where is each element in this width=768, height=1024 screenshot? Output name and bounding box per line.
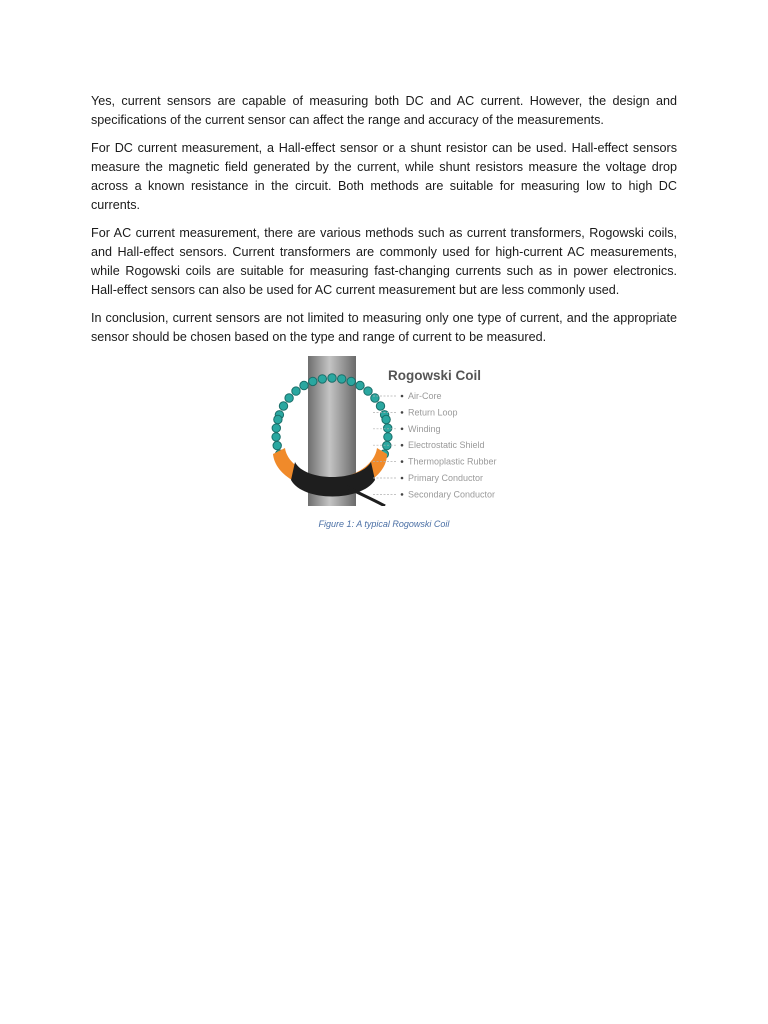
- legend-label: Winding: [408, 423, 441, 434]
- paragraph-4: In conclusion, current sensors are not limited to measuring only one type of current, and the appropriate sensor should be chosen based on the type and range of current to be measured.: [91, 311, 677, 344]
- figure-title: Rogowski Coil: [388, 368, 482, 383]
- winding-turn: [309, 377, 317, 385]
- legend-label: Return Loop: [408, 407, 458, 418]
- legend-bullet: [401, 477, 404, 480]
- legend-bullet: [401, 395, 404, 398]
- winding-turn: [272, 433, 280, 441]
- winding-turn: [300, 381, 308, 389]
- legend-label: Air-Core: [408, 391, 442, 401]
- legend-bullet: [401, 460, 404, 463]
- legend-bullet: [401, 444, 404, 447]
- winding-turn: [371, 394, 379, 402]
- winding-turn: [338, 375, 346, 383]
- winding-turn: [384, 433, 392, 441]
- legend-label: Electrostatic Shield: [408, 440, 485, 451]
- paragraph-3: For AC current measurement, there are various methods such as current transformers, Rogowski coils, and Hall-effect sensors. Current transformers are commonly used for high-current AC measurements, while Rogowski coils are suitable for measuring fast-changing currents such as in power electronics. Hall-effect sensors can also be used for AC current measurement but are less commonly used.: [91, 226, 677, 297]
- winding-turn: [384, 424, 392, 432]
- paragraph-1: Yes, current sensors are capable of measuring both DC and AC current. However, the design and specifications of the current sensor can affect the range and accuracy of the measurements.: [91, 94, 677, 127]
- winding-turn: [328, 374, 336, 382]
- legend-bullet: [401, 411, 404, 414]
- winding-turn: [274, 415, 282, 423]
- figure-caption: Figure 1: A typical Rogowski Coil: [318, 519, 450, 529]
- rogowski-coil-figure: [245, 356, 523, 506]
- winding-turn: [383, 441, 391, 449]
- winding-turn: [364, 387, 372, 395]
- legend-label: Secondary Conductor: [408, 489, 496, 500]
- winding-turn: [356, 381, 364, 389]
- legend-label: Thermoplastic Rubber: [408, 456, 497, 467]
- legend-bullet: [401, 428, 404, 431]
- legend-label: Primary Conductor: [408, 473, 484, 483]
- winding-turn: [382, 415, 390, 423]
- winding-turn: [347, 377, 355, 385]
- winding-turn: [279, 402, 287, 410]
- body-text: [91, 92, 677, 356]
- winding-turn: [273, 441, 281, 449]
- winding-turn: [272, 424, 280, 432]
- legend-bullet: [401, 493, 404, 496]
- winding-turn: [285, 394, 293, 402]
- rogowski-coil-diagram: [245, 356, 523, 506]
- winding-turn: [318, 375, 326, 383]
- winding-turn: [292, 387, 300, 395]
- paragraph-2: For DC current measurement, a Hall-effect sensor or a shunt resistor can be used. Hall-effect sensors measure the magnetic field generated by the current, while shunt resistors measure the voltage drop across a known resistance in the circuit. Both methods are suitable for measuring low to high DC currents.: [91, 141, 677, 212]
- winding-turn: [376, 402, 384, 410]
